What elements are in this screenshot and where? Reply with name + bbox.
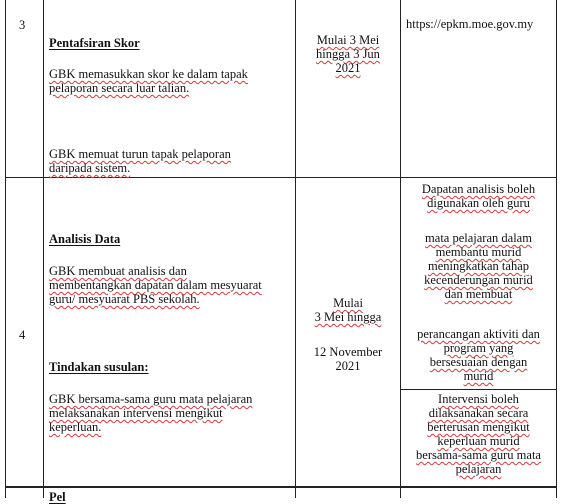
- row-4-date-start: Mulai 3 Mei hingga: [314, 296, 382, 324]
- row-4-date-end: 12 November 2021: [313, 345, 383, 373]
- row-4-heading: Analisis Data: [49, 232, 121, 246]
- row-3-paragraph-2: GBK memuat turun tapak pelaporan daripada sistem.: [49, 147, 231, 175]
- row-divider-3-4: [5, 177, 557, 178]
- remarks-split-line: [400, 389, 557, 390]
- row-3-number: 3: [19, 18, 26, 32]
- row-3-date: Mulai 3 Mei hingga 3 Jun 2021: [316, 33, 380, 75]
- table-left-border: [5, 0, 6, 498]
- row-4-followup-heading: Tindakan susulan:: [49, 360, 149, 374]
- row-3-remarks-link[interactable]: https://epkm.moe.gov.my: [406, 17, 534, 31]
- table-right-border: [556, 0, 557, 498]
- row-4-remarks-3: perancangan aktiviti dan program yang bersesuaian dengan murid: [417, 327, 540, 383]
- row-divider-4-5: [5, 486, 557, 488]
- row-4-remarks-2: mata pelajaran dalam membantu murid meningkatkan tahap kecenderungan murid dan membuat: [424, 231, 533, 301]
- row-4-remarks-4: Intervensi boleh dilaksanakan secara berterusan mengikut keperluan murid bersama-sama guru mata pelajaran: [416, 392, 541, 476]
- row-4-remarks-1: Dapatan analisis boleh digunakan oleh guru: [421, 182, 536, 210]
- column-divider-number: [43, 0, 44, 498]
- row-4-number: 4: [19, 328, 26, 342]
- row-4-paragraph-1: GBK membuat analisis dan membentangkan dapatan dalam mesyuarat guru/ mesyuarat PBS sekolah.: [49, 264, 262, 306]
- row-4-paragraph-2: GBK bersama-sama guru mata pelajaran melaksanakan intervensi mengikut keperluan.: [49, 392, 253, 434]
- row-3-paragraph-1: GBK memasukkan skor ke dalam tapak pelaporan secara luar talian.: [49, 67, 248, 95]
- row-3-heading: Pentafsiran Skor: [49, 36, 140, 50]
- row-5-partial-heading: Pel: [49, 490, 66, 504]
